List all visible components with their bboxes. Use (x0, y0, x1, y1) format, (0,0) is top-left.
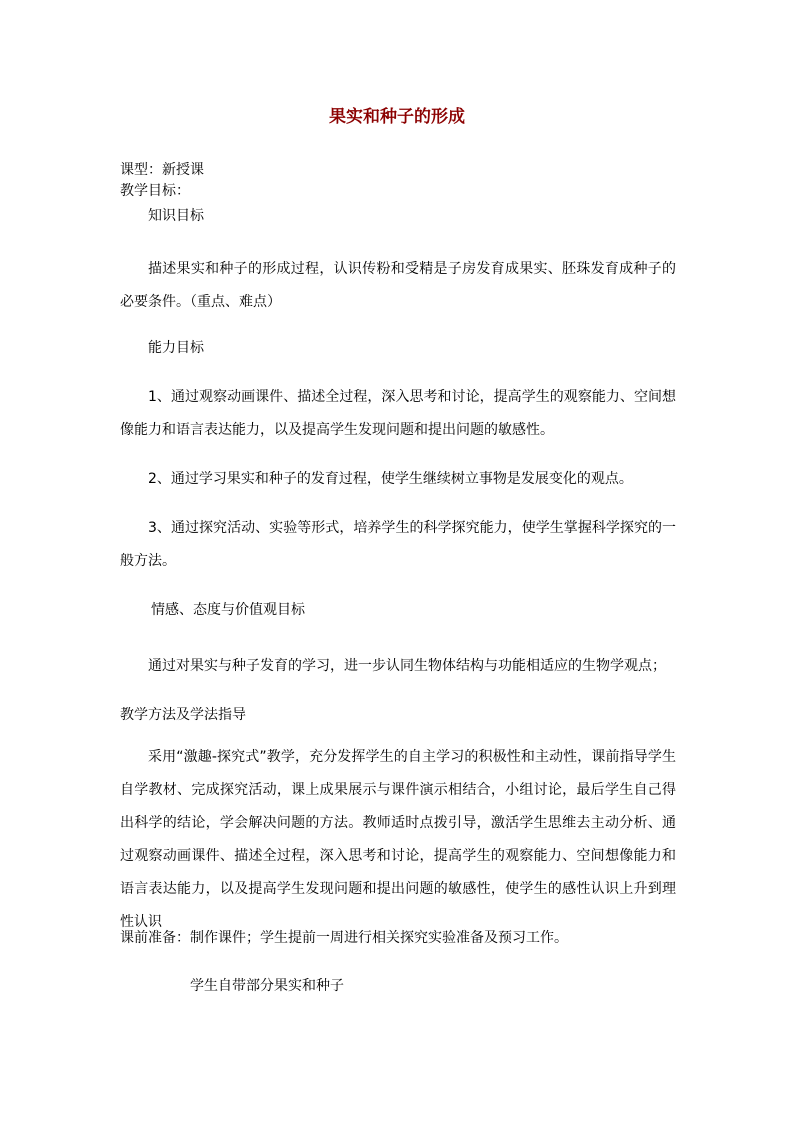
ability-goal-item-1: 1、通过观察动画课件、描述全过程，深入思考和讨论，提高学生的观察能力、空间想像能力和语言表达能力，以及提高学生发现问题和提出问题的敏感性。 (120, 389, 676, 438)
objectives-heading: 教学目标： (120, 183, 190, 199)
emotion-goal-text: 通过对果实与种子发育的学习，进一步认同生物体结构与功能相适应的生物学观点； (148, 658, 666, 674)
knowledge-goal-heading: 知识目标 (148, 208, 204, 224)
document-title: 果实和种子的形成 (329, 107, 465, 127)
ability-goal-item-2: 2、通过学习果实和种子的发育过程，使学生继续树立事物是发展变化的观点。 (148, 471, 633, 487)
knowledge-goal-text: 描述果实和种子的形成过程，认识传粉和受精是子房发育成果实、胚珠发育成种子的必要条件。（重点、难点） (120, 261, 676, 310)
emotion-goal-heading: 情感、态度与价值观目标 (151, 602, 305, 618)
method-heading: 教学方法及学法指导 (120, 707, 246, 723)
student-materials-note: 学生自带部分果实和种子 (190, 978, 344, 994)
ability-goal-heading: 能力目标 (148, 340, 204, 356)
preparation-text: 课前准备：制作课件；学生提前一周进行相关探究实验准备及预习工作。 (120, 930, 568, 946)
method-text: 采用“激趣-探究式”教学，充分发挥学生的自主学习的积极性和主动性，课前指导学生自学教材、完成探究活动，课上成果展示与课件演示相结合，小组讨论，最后学生自己得出科学的结论，学会解决问题的方法。教师适时点拨引导，激活学生思维去主动分析、通过观察动画课件、描述全过程，深入思考和讨论，提高学生的观察能力、空间想像能力和语言表达能力，以及提高学生发现问题和提出问题的敏感性，使学生的感性认识上升到理性认识 (120, 749, 676, 930)
lesson-type: 课型：新授课 (120, 162, 204, 178)
ability-goal-item-3: 3、通过探究活动、实验等形式，培养学生的科学探究能力，使学生掌握科学探究的一般方法。 (120, 520, 676, 569)
